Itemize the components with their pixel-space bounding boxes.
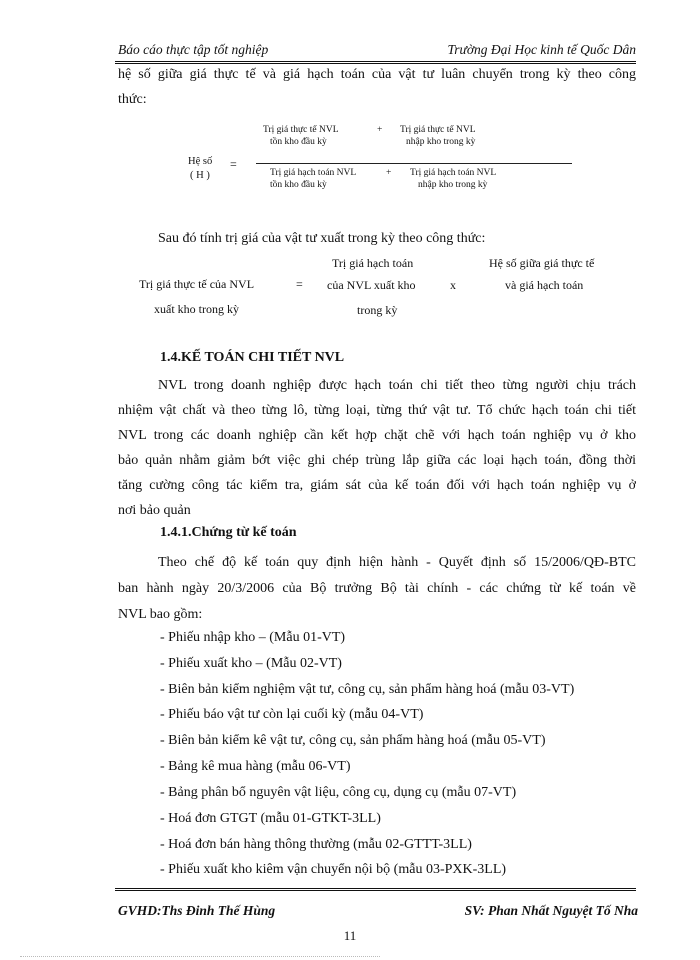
para1-line: nhiệm vật chất và theo từng lô, từng loại, từng thứ vật tư. Tổ chức hạch toán chi tiết — [118, 403, 636, 418]
para2-line: NVL bao gồm: — [118, 607, 203, 622]
formula2-equals: = — [296, 277, 303, 291]
section-heading: 1.4.KẾ TOÁN CHI TIẾT NVL — [160, 350, 345, 365]
list-item: - Bảng phân bổ nguyên vật liệu, công cụ, dụng cụ (mẫu 07-VT) — [160, 785, 517, 800]
formula2-left-line2: xuất kho trong kỳ — [154, 302, 239, 316]
footer-rule-bottom — [115, 890, 636, 891]
formula1-num-plus: + — [377, 125, 383, 135]
para1-line: tăng cường công tác kiểm tra, giám sát của kế toán đối với hạch toán nghiệp vụ ở — [118, 478, 636, 493]
bottom-dotted-rule — [20, 956, 380, 957]
formula1-label-line1: Hệ số — [188, 156, 213, 167]
formula2-times: x — [450, 278, 456, 292]
list-item: - Hoá đơn GTGT (mẫu 01-GTKT-3LL) — [160, 811, 381, 826]
list-item: - Bảng kê mua hàng (mẫu 06-VT) — [160, 759, 351, 774]
formula1-num-term1-line1: Trị giá thực tế NVL — [263, 125, 339, 135]
footer-student: SV: Phan Nhất Nguyệt Tố Nha — [464, 903, 638, 918]
para2-line: ban hành ngày 20/3/2006 của Bộ trưởng Bộ tài chính - các chứng từ kế toán về — [118, 581, 636, 596]
formula1-den-term2-line1: Trị giá hạch toán NVL — [410, 168, 497, 178]
formula2-right-line2: và giá hạch toán — [505, 278, 584, 292]
list-item: - Biên bản kiểm kê vật tư, công cụ, sản phẩm hàng hoá (mẫu 05-VT) — [160, 733, 546, 748]
para1-line: NVL trong các doanh nghiệp cần kết hợp chặt chẽ với hạch toán nghiệp vụ ở kho — [118, 428, 636, 443]
intro-line-1: hệ số giữa giá thực tế và giá hạch toán của vật tư luân chuyển trong kỳ theo công — [118, 67, 636, 82]
formula1-den-term1-line1: Trị giá hạch toán NVL — [270, 168, 357, 178]
subheading-documents: 1.4.1.Chứng từ kế toán — [160, 525, 297, 540]
page-number: 11 — [343, 928, 357, 943]
formula2-right-line1: Hệ số giữa giá thực tế — [489, 256, 595, 270]
formula1-fraction-line — [256, 163, 572, 164]
formula1-num-term2-line1: Trị giá thực tế NVL — [400, 125, 476, 135]
after-formula1-text: Sau đó tính trị giá của vật tư xuất trong kỳ theo công thức: — [158, 231, 486, 246]
para1-line: bảo quản nhằm giảm bớt việc ghi chép trùng lắp giữa các loại hạch toán, đồng thời — [118, 453, 636, 468]
list-item: - Hoá đơn bán hàng thông thường (mẫu 02-GTTT-3LL) — [160, 837, 472, 852]
formula1-equals: = — [230, 157, 237, 171]
formula1-num-term1-line2: tồn kho đầu kỳ — [270, 137, 327, 147]
list-item: - Phiếu xuất kho kiêm vận chuyển nội bộ (mẫu 03-PXK-3LL) — [160, 862, 507, 877]
header-right-title: Trường Đại Học kinh tế Quốc Dân — [447, 42, 636, 57]
intro-line-2: thức: — [118, 92, 147, 107]
formula1-label-line2: ( H ) — [190, 170, 210, 181]
footer-supervisor: GVHD:Ths Đinh Thế Hùng — [118, 903, 276, 918]
para1-line: NVL trong doanh nghiệp được hạch toán chi tiết theo từng người chịu trách — [158, 378, 636, 393]
formula2-left-line1: Trị giá thực tế của NVL — [139, 277, 255, 291]
list-item: - Phiếu nhập kho – (Mẫu 01-VT) — [160, 630, 346, 645]
footer-rule-top — [115, 888, 636, 889]
list-item: - Phiếu báo vật tư còn lại cuối kỳ (mẫu 04-VT) — [160, 707, 424, 722]
formula2-mid-line1: Trị giá hạch toán — [332, 256, 414, 270]
para2-line: Theo chế độ kế toán quy định hiện hành - Quyết định số 15/2006/QĐ-BTC — [158, 555, 636, 570]
header-left-title: Báo cáo thực tập tốt nghiệp — [118, 42, 269, 57]
formula2-mid-line3: trong kỳ — [357, 303, 398, 317]
para1-line: nơi bảo quản — [118, 503, 191, 518]
list-item: - Biên bản kiểm nghiệm vật tư, công cụ, sản phẩm hàng hoá (mẫu 03-VT) — [160, 682, 575, 697]
list-item: - Phiếu xuất kho – (Mẫu 02-VT) — [160, 656, 342, 671]
formula1-den-term2-line2: nhập kho trong kỳ — [418, 180, 488, 190]
formula1-num-term2-line2: nhập kho trong kỳ — [406, 137, 476, 147]
formula2-mid-line2: của NVL xuất kho — [327, 278, 416, 292]
formula1-den-plus: + — [386, 168, 392, 178]
formula1-den-term1-line2: tồn kho đầu kỳ — [270, 180, 327, 190]
